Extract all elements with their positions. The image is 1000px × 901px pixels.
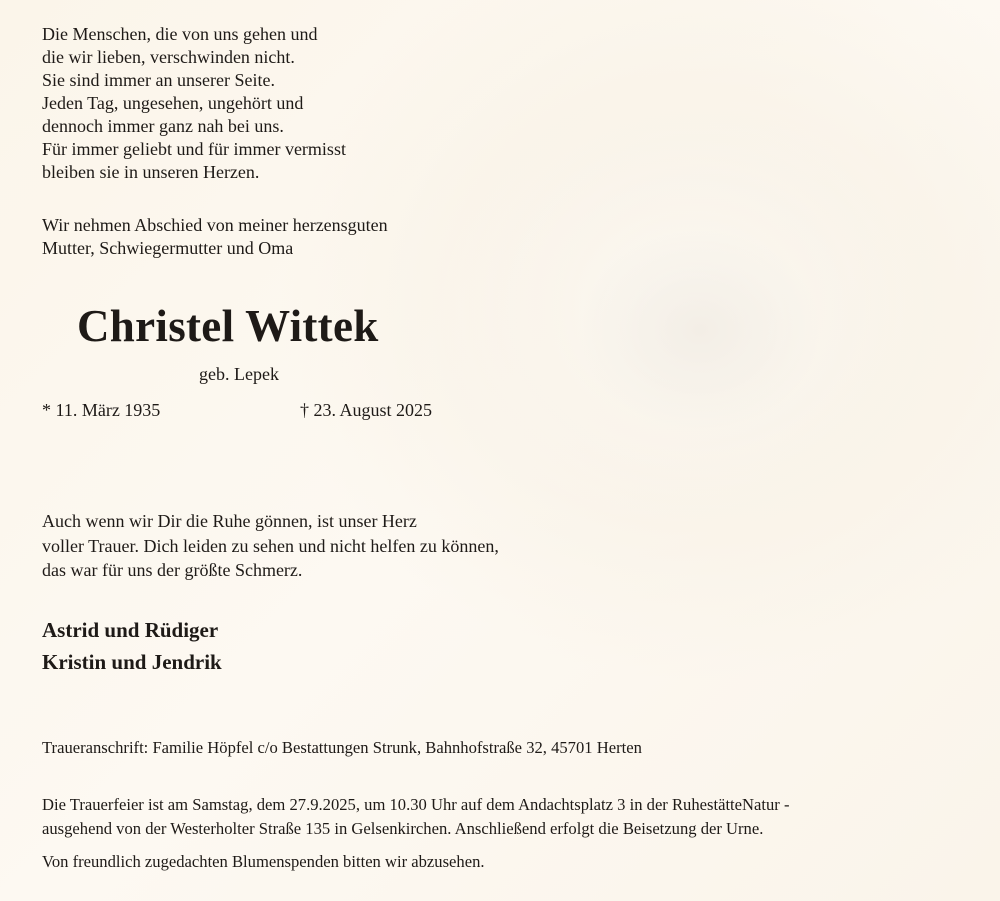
ceremony-line: ausgehend von der Westerholter Straße 135 in Gelsenkirchen. Anschließend erfolgt die Beisetzung der Urne. xyxy=(42,819,764,838)
poem-line: die wir lieben, verschwinden nicht. xyxy=(42,47,295,67)
flowers-note: Von freundlich zugedachten Blumenspenden bitten wir abzusehen. xyxy=(42,852,485,871)
intro xyxy=(42,214,388,260)
maiden-name: geb. Lepek xyxy=(199,364,279,384)
ceremony-info xyxy=(42,793,789,841)
poem xyxy=(42,23,346,184)
intro-line: Wir nehmen Abschied von meiner herzensguten xyxy=(42,215,388,235)
poem-line: dennoch immer ganz nah bei uns. xyxy=(42,116,284,136)
verse xyxy=(42,509,499,583)
poem-line: Sie sind immer an unserer Seite. xyxy=(42,70,275,90)
birth-date: * 11. März 1935 xyxy=(42,400,161,420)
verse-line: Auch wenn wir Dir die Ruhe gönnen, ist unser Herz xyxy=(42,511,417,531)
intro-line: Mutter, Schwiegermutter und Oma xyxy=(42,238,294,258)
mourner: Kristin und Jendrik xyxy=(42,650,222,674)
poem-line: Die Menschen, die von uns gehen und xyxy=(42,24,318,44)
mourning-address: Traueranschrift: Familie Höpfel c/o Bestattungen Strunk, Bahnhofstraße 32, 45701 Herten xyxy=(42,738,642,757)
mourner: Astrid und Rüdiger xyxy=(42,618,219,642)
deceased-name: Christel Wittek xyxy=(77,301,379,351)
poem-line: Jeden Tag, ungesehen, ungehört und xyxy=(42,93,304,113)
verse-line: das war für uns der größte Schmerz. xyxy=(42,560,303,580)
death-date: † 23. August 2025 xyxy=(300,400,433,420)
ceremony-line: Die Trauerfeier ist am Samstag, dem 27.9.2025, um 10.30 Uhr auf dem Andachtsplatz 3 in der RuhestätteNatur - xyxy=(42,795,790,814)
poem-line: bleiben sie in unseren Herzen. xyxy=(42,162,260,182)
poem-line: Für immer geliebt und für immer vermisst xyxy=(42,139,346,159)
mourners xyxy=(42,614,222,678)
verse-line: voller Trauer. Dich leiden zu sehen und nicht helfen zu können, xyxy=(42,535,499,556)
